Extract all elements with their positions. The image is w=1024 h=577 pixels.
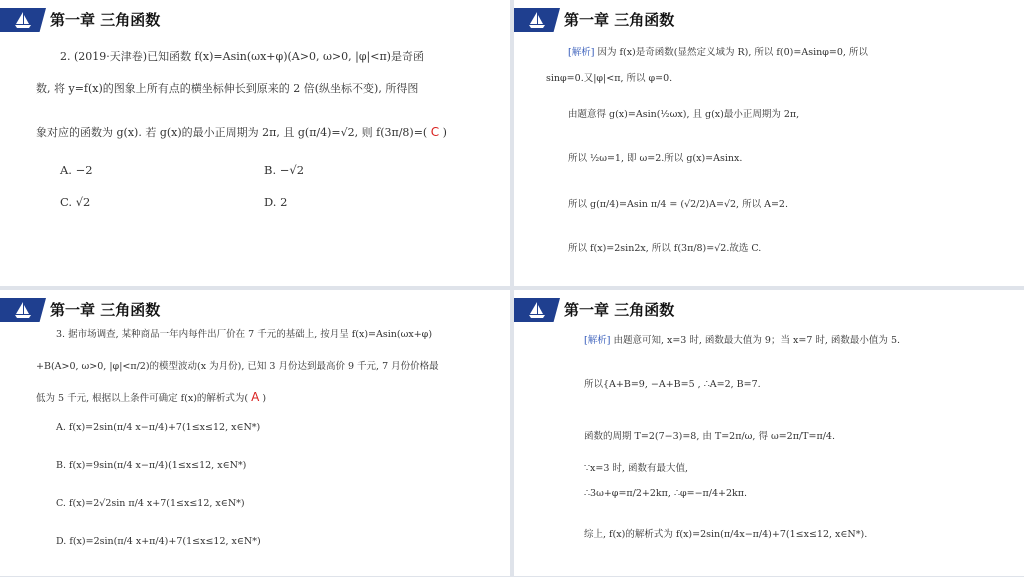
question-line-last: [36, 390, 266, 404]
analysis-tag: [解析]: [584, 335, 611, 346]
solution-line: [568, 44, 868, 58]
solution-line: ∴3ω+φ=π/2+2kπ, ∴φ=−π/4+2kπ.: [584, 488, 748, 499]
solution-line: 由题意得 g(x)=Asin(½ωx), 且 g(x)最小正周期为 2π,: [568, 109, 800, 120]
solution-text: 由题意可知, x=3 时, 函数最大值为 9；当 x=7 时, 函数最小值为 5.: [613, 335, 901, 346]
slide-solution-2: [514, 0, 1024, 286]
slide-solution-3: [514, 290, 1024, 576]
slide-question-2: [0, 0, 510, 286]
solution-line: 所以 ½ω=1, 即 ω=2.所以 g(x)=Asinx.: [568, 153, 743, 164]
option-b: B. f(x)=9sin(π/4 x−π/4)(1≤x≤12, x∈N*): [56, 460, 247, 471]
sailboat-icon: [14, 11, 32, 29]
answer-mark: C: [430, 125, 440, 139]
solution-line: 综上, f(x)的解析式为 f(x)=2sin(π/4x−π/4)+7(1≤x≤12, x∈N*).: [584, 529, 868, 540]
chapter-title: 第一章 三角函数: [564, 11, 675, 29]
solution-line: 所以{A+B=9, −A+B=5 , ∴A=2, B=7.: [584, 379, 761, 390]
chapter-title: 第一章 三角函数: [50, 301, 161, 319]
answer-mark: A: [251, 390, 260, 404]
question-line-text: 象对应的函数为 g(x). 若 g(x)的最小正周期为 2π, 且 g(π/4)=√2, 则 f(3π/8)=(: [36, 126, 428, 139]
answer-close: ): [262, 393, 267, 404]
chapter-title: 第一章 三角函数: [564, 301, 675, 319]
question-line: 3. 据市场调查, 某种商品一年内每件出厂价在 7 千元的基础上, 按月呈 f(x)=Asin(ωx+φ): [56, 329, 433, 340]
solution-line: [584, 332, 900, 346]
analysis-tag: [解析]: [568, 47, 595, 58]
slide-question-3: [0, 290, 510, 576]
option-c: C. √2: [60, 195, 91, 209]
question-line-text: 低为 5 千元, 根据以上条件可确定 f(x)的解析式为(: [36, 393, 249, 404]
solution-line: 函数的周期 T=2(7−3)=8, 由 T=2π/ω, 得 ω=2π/T=π/4.: [584, 431, 835, 442]
header-bar: [0, 298, 46, 322]
slide-header: [514, 8, 1024, 32]
option-d: D. f(x)=2sin(π/4 x+π/4)+7(1≤x≤12, x∈N*): [56, 536, 261, 547]
header-bar: [514, 298, 560, 322]
question-line-last: [36, 124, 447, 140]
slide-header: [514, 298, 1024, 322]
option-d: D. 2: [264, 195, 288, 209]
option-b: B. −√2: [264, 163, 305, 177]
question-line: 数, 将 y=f(x)的图象上所有点的横坐标伸长到原来的 2 倍(纵坐标不变), 所得图: [36, 82, 419, 95]
slide-header: [0, 8, 510, 32]
sailboat-icon: [14, 301, 32, 319]
solution-line: sinφ=0.又|φ|<π, 所以 φ=0.: [546, 73, 673, 84]
solution-text: 因为 f(x)是奇函数(显然定义域为 R), 所以 f(0)=Asinφ=0, 所以: [597, 47, 868, 58]
chapter-title: 第一章 三角函数: [50, 11, 161, 29]
question-line: 2. (2019·天津卷)已知函数 f(x)=Asin(ωx+φ)(A>0, ω>0, |φ|<π)是奇函: [60, 50, 424, 63]
option-a: A. f(x)=2sin(π/4 x−π/4)+7(1≤x≤12, x∈N*): [56, 422, 261, 433]
sailboat-icon: [528, 301, 546, 319]
header-bar: [514, 8, 560, 32]
question-line: +B(A>0, ω>0, |φ|<π/2)的模型波动(x 为月份), 已知 3 月份达到最高价 9 千元, 7 月份价格最: [36, 361, 439, 372]
sailboat-icon: [528, 11, 546, 29]
option-a: A. −2: [60, 163, 93, 177]
solution-line: 所以 g(π/4)=Asin π/4 = (√2/2)A=√2, 所以 A=2.: [568, 199, 788, 210]
slide-header: [0, 298, 510, 322]
solution-line: ∵x=3 时, 函数有最大值,: [584, 463, 688, 474]
solution-line: 所以 f(x)=2sin2x, 所以 f(3π/8)=√2.故选 C.: [568, 243, 762, 254]
header-bar: [0, 8, 46, 32]
option-c: C. f(x)=2√2sin π/4 x+7(1≤x≤12, x∈N*): [56, 498, 245, 509]
answer-close: ): [442, 126, 447, 139]
